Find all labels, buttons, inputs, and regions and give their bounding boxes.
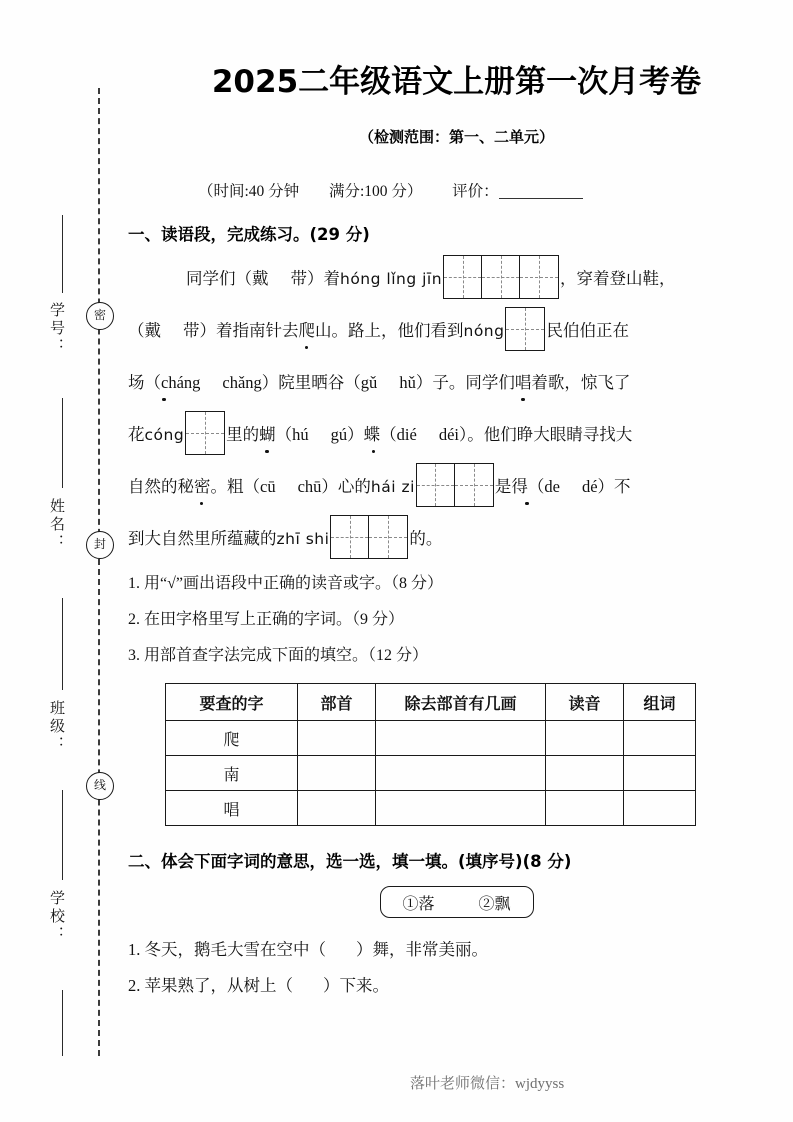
section-two-heading: 二、体会下面字词的意思，选一选，填一填。(填序号)(8 分): [128, 852, 572, 871]
section-one-passage: [120, 245, 793, 565]
passage-dot-char: 爬: [298, 321, 315, 340]
field-name: 姓名：: [48, 498, 66, 552]
passage-text: 自然的秘密。粗（cū: [128, 477, 276, 496]
page-title: 2025二年级语文上册第一次月考卷: [211, 64, 702, 100]
passage-text: chū）心的: [297, 477, 371, 496]
passage-text: 里的蝴（hú: [226, 425, 309, 444]
question-1: 1. 用“√”画出语段中正确的读音或字。（8 分）: [128, 575, 443, 592]
passage-text: 花: [128, 425, 145, 444]
seal-rule: [62, 990, 63, 1056]
cell-strokes[interactable]: [376, 756, 546, 791]
cell-word[interactable]: [624, 756, 696, 791]
passage-text: 到大自然里所蕴藏的: [128, 529, 277, 548]
fill-item-2: [120, 968, 793, 1004]
cell-pronunciation[interactable]: [546, 791, 624, 826]
passage-text: 带）着指南针去: [183, 321, 299, 340]
radical-lookup-table: [165, 683, 696, 826]
tianzige-2cell[interactable]: [416, 463, 494, 507]
seal-circle-feng: 封: [86, 531, 114, 559]
item-text-after: ）舞，非常美丽。: [356, 940, 488, 959]
cell-character: 唱: [166, 791, 298, 826]
seal-rule: [62, 790, 63, 880]
cell-radical[interactable]: [298, 756, 376, 791]
cell-character: 爬: [166, 721, 298, 756]
col-header-pronunciation: 读音: [546, 684, 624, 721]
cell-word[interactable]: [624, 791, 696, 826]
passage-text: 场（cháng: [128, 373, 201, 392]
pinyin-zhi-shi: zhī shi: [276, 530, 330, 548]
fill-item-1: [120, 918, 793, 968]
passage-text: 同学们（戴: [186, 269, 269, 288]
watermark-text: 落叶老师微信：wjdyyss: [410, 1076, 565, 1092]
tianzige-3cell[interactable]: [443, 255, 559, 299]
pinyin-hong-ling-jin: hóng lǐng jīn: [340, 270, 443, 288]
field-student-number: 学号：: [48, 302, 66, 356]
table-row: [166, 756, 696, 791]
field-school: 学校：: [48, 890, 66, 944]
passage-text: 带）着: [290, 269, 340, 288]
col-header-word: 组词: [624, 684, 696, 721]
passage-text: déi）。他们睁大眼睛寻找大: [438, 425, 633, 444]
table-header-row: [166, 684, 696, 721]
seal-rule: [62, 398, 63, 488]
cell-radical[interactable]: [298, 721, 376, 756]
col-header-radical: 部首: [298, 684, 376, 721]
evaluation-blank[interactable]: [499, 198, 583, 199]
item-number: 1.: [128, 940, 141, 959]
col-header-strokes: 除去部首有几画: [376, 684, 546, 721]
pinyin-cong: cóng: [144, 426, 185, 444]
passage-text: hǔ）子。同学们: [399, 373, 515, 392]
table-row: [166, 791, 696, 826]
passage-text: ，穿着登山鞋，: [560, 269, 676, 288]
cell-pronunciation[interactable]: [546, 756, 624, 791]
question-3: 3. 用部首查字法完成下面的填空。（12 分）: [128, 647, 429, 664]
cell-radical[interactable]: [298, 791, 376, 826]
time-label: （时间:40 分钟: [198, 183, 300, 200]
table-row: [166, 721, 696, 756]
option-2[interactable]: ②飘: [478, 895, 511, 913]
option-1[interactable]: ①落: [402, 895, 435, 913]
seal-circle-mi: 密: [86, 302, 114, 330]
section-one-heading: 一、读语段，完成练习。(29 分): [128, 225, 370, 244]
item-number: 2.: [128, 976, 141, 995]
question-2: 2. 在田字格里写上正确的字词。（9 分）: [128, 611, 405, 628]
option-box: [380, 886, 534, 918]
passage-text: 山。路上，他们看到: [315, 321, 464, 340]
passage-text: 的。: [409, 529, 443, 548]
full-marks-label: 满分:100 分）: [328, 183, 423, 200]
cell-pronunciation[interactable]: [546, 721, 624, 756]
pinyin-hai-zi: hái zi: [370, 478, 415, 496]
passage-text: 着歌，惊飞了: [531, 373, 631, 392]
seal-rule: [62, 215, 63, 293]
exam-sheet: [120, 0, 793, 1122]
seal-dashed-line: [98, 88, 100, 1056]
pinyin-nong: nóng: [463, 322, 505, 340]
tianzige-2cell[interactable]: [330, 515, 408, 559]
evaluation-label: 评价：: [452, 183, 499, 200]
exam-scope-subtitle: （检测范围：第一、二单元）: [358, 128, 554, 146]
lookup-table-wrapper: [120, 673, 793, 826]
tianzige-1cell[interactable]: [505, 307, 545, 351]
cell-strokes[interactable]: [376, 721, 546, 756]
passage-text: chǎng）院里晒谷（gǔ: [222, 373, 378, 392]
passage-text: （戴: [128, 321, 161, 340]
seal-circle-xian: 线: [86, 772, 114, 800]
item-text-before: 冬天，鹅毛大雪在空中（: [144, 940, 326, 959]
cell-character: 南: [166, 756, 298, 791]
passage-text: 是得（de: [494, 477, 560, 496]
score-line: [120, 147, 793, 201]
tianzige-1cell[interactable]: [185, 411, 225, 455]
cell-word[interactable]: [624, 721, 696, 756]
passage-text: dé）不: [581, 477, 631, 496]
seal-strip: [0, 0, 120, 1122]
passage-text: gú）蝶（dié: [330, 425, 417, 444]
passage-dot-char: 唱: [514, 373, 532, 392]
field-class: 班级：: [48, 700, 66, 754]
cell-strokes[interactable]: [376, 791, 546, 826]
item-text-after: ）下来。: [323, 976, 389, 995]
seal-rule: [62, 598, 63, 690]
passage-text: 民伯伯正在: [546, 321, 629, 340]
col-header-character: 要查的字: [166, 684, 298, 721]
item-text-before: 苹果熟了，从树上（: [144, 976, 293, 995]
